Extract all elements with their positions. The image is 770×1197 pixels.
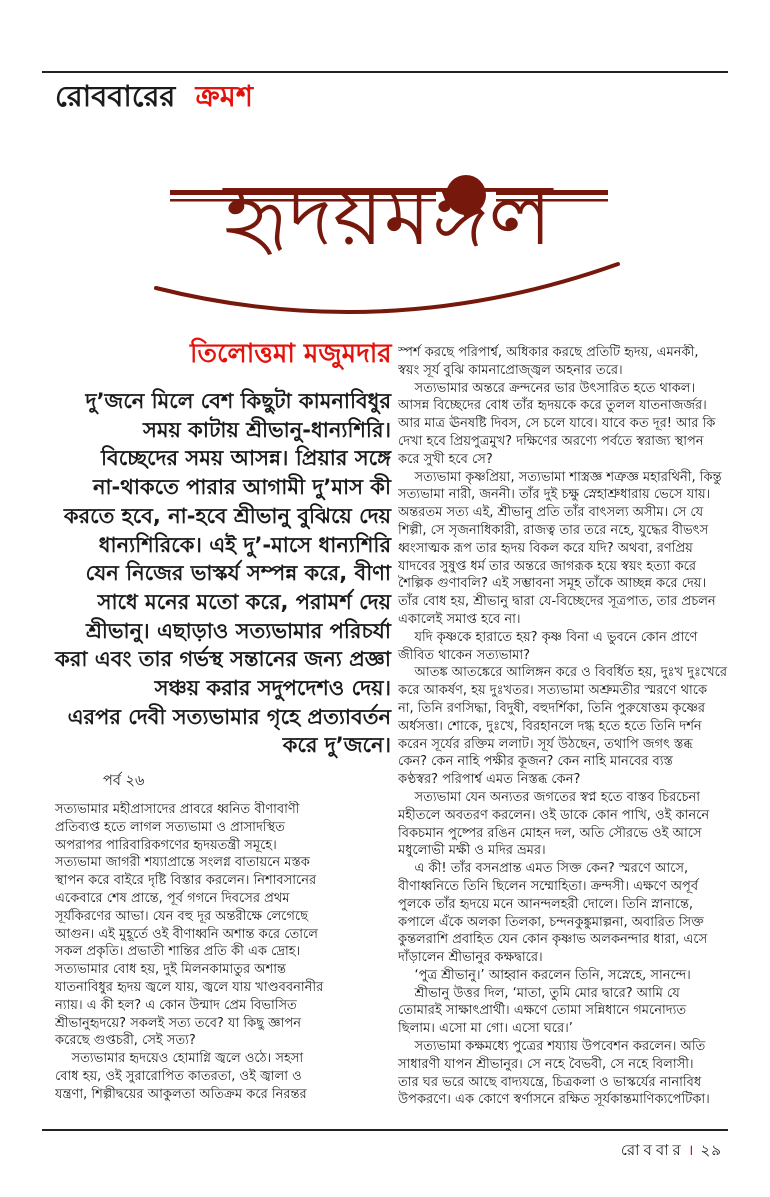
text-line: সত্যভামা নারী, জননী। তাঁর দুই চক্ষু স্নেহাশ্রুধারায় ভেসে যায়।: [398, 487, 711, 503]
page-number: ২৯: [700, 1141, 722, 1159]
text-line: আসন্ন বিচ্ছেদের বোধ তাঁর হৃদয়কে করে তুলল যাতনাজর্জর।: [398, 398, 707, 414]
text-line: শ্রীভানুহৃদয়ে? সকলই সত্য তবে? যা কিছু জ্ঞাপন: [55, 1015, 301, 1031]
text-line: যাদবের সুষুপ্ত ধর্ম তার অন্তরে জাগরূক হয়ে স্বয়ং হত্যা করে: [398, 558, 697, 574]
text-line: স্থাপন করে বাইরে দৃষ্টি বিস্তার করলেন। নিশাবসানের: [55, 873, 317, 889]
text-line: সত্যভামা কৃষ্ণপ্রিয়া, সত্যভামা শাস্ত্রজ্ঞ শত্রুজ্ঞ মহারথিনী, কিন্তু: [398, 469, 722, 485]
text-line: না, তিনি রণসিদ্ধা, বিদুষী, বহুদর্শিকা, তিনি পুরুষোত্তম কৃষ্ণের: [398, 700, 706, 716]
text-line: এ কী! তাঁর বসনপ্রান্ত এমত সিক্ত কেন? স্মরণে আসে,: [398, 861, 689, 877]
text-line: বিচ্ছেদের সময় আসন্ন। প্রিয়ার সঙ্গে: [101, 446, 391, 471]
masthead: [148, 146, 628, 351]
text-line: শ্রীভানু। এছাড়াও সত্যভামার পরিচর্যা: [86, 618, 391, 643]
text-line: করেন সূর্যের রক্তিম ললাট। সূর্য উঠছেন, তথাপি জগৎ স্তব্ধ: [398, 736, 693, 752]
text-line: জীবিত থাকেন সত্যভামা?: [398, 647, 531, 663]
text-line: করতে হবে, না-হবে শ্রীভানু বুঝিয়ে দেয়: [63, 503, 391, 528]
text-line: সাধারণী যাপন শ্রীভানুর। সে নহে বৈভবী, সে নহে বিলাসী।: [398, 1056, 694, 1072]
text-line: সময় কাটায় শ্রীভানু-ধান্যশিরি।: [142, 417, 391, 442]
text-line: এরপর দেবী সত্যভামার গৃহে প্রত্যাবর্তন: [67, 704, 391, 729]
text-line: ন্যায়। এ কী হল? এ কোন উন্মাদ প্রেম বিভাসিত: [55, 997, 297, 1013]
text-line: যেন নিজের ভাস্কর্য সম্পন্ন করে, বীণা: [85, 561, 391, 586]
text-line: সত্যভামার অন্তরে ক্রন্দনের ভার উৎসারিত হতে থাকল।: [398, 380, 696, 396]
text-line: সত্যভামার হৃদয়েও হোমাগ্নি জ্বলে ওঠে। সহসা: [55, 1051, 304, 1067]
text-line: ছিলাম। এসো মা গো। এসো ঘরে।’: [398, 1021, 573, 1037]
magazine-name: রোববার: [620, 1141, 685, 1159]
text-line: যাতনাবিধুর হৃদয় জ্বলে যায়, জ্বলে যায় খাণ্ডববনানীর: [55, 979, 324, 995]
text-line: শিল্পী, সে সৃজনাধিকারী, রাজত্ব তার তরে নহে, যুদ্ধের বীভৎস: [398, 522, 709, 538]
text-line: করে দু’জনে।: [282, 733, 391, 758]
top-rule: [42, 71, 728, 73]
text-line: তার ঘর ভরে আছে বাদ্যযন্ত্রে, চিত্রকলা ও ভাস্কর্যের নানাবিধ: [398, 1074, 702, 1090]
text-line: স্পর্শ করছে পরিপার্শ্ব, অধিকার করছে প্রতিটি হৃদয়, এমনকী,: [398, 345, 699, 360]
section-header: [55, 78, 253, 114]
text-line: বীণাধ্বনিতে তিনি ছিলেন সম্মোহিতা। ক্রন্দসী। এক্ষণে অপূর্ব: [398, 878, 699, 894]
text-line: আতঙ্ক আতঙ্কেরে আলিঙ্গন করে ও বিবর্ধিত হয়, দুঃখ দুঃখেরে: [398, 665, 728, 681]
text-line: ধ্বংসাত্মক রূপ তার হৃদয় বিকল করে যদি? অথবা, রণপ্রিয়: [398, 540, 693, 556]
text-line: সূর্যকিরণের আভা। যেন বহু দূর অন্তরীক্ষে লেগেছে: [55, 908, 309, 924]
right-column: [398, 344, 730, 1114]
text-line: পুলকে তাঁর হৃদয়ে মনে আনন্দলহরী দোলে। তিনি স্নানান্তে,: [398, 896, 694, 912]
text-line: করে সুখী হবে সে?: [398, 451, 493, 467]
text-line: যন্ত্রণা, শিল্পীদ্বয়ের আকুলতা অতিক্রম করে নিরন্তর: [55, 1086, 307, 1102]
text-line: সত্যভামার বোধ হয়, দুই মিলনকামাতুর অশান্ত: [55, 962, 286, 978]
text-line: না-থাকতে পারার আগামী দু’মাস কী: [92, 475, 391, 500]
text-line: দাঁড়ালেন শ্রীভানুর কক্ষদ্বারে।: [398, 950, 543, 966]
lede-paragraph: [45, 387, 391, 760]
text-line: আর মাত্র ঊনষষ্টি দিবস, সে চলে যাবে। যাবে কত দূর! আর কি: [398, 416, 716, 432]
continuation-label: ক্রমশ: [195, 79, 253, 113]
text-line: বোধ হয়, ওই সুরারোপিত কাতরতা, ওই জ্বালা ও: [55, 1068, 302, 1084]
text-line: অপরাপর পারিবারিকগণের হৃদয়তন্ত্রী সমূহে।: [55, 837, 277, 853]
text-line: অর্ধসত্তা। শোকে, দুঃখে, বিরহানলে দগ্ধ হতে হতে তিনি দর্শন: [398, 718, 702, 734]
text-line: দেখা হবে প্রিয়পুত্রমুখ? দক্ষিণের অরণ্যে পর্বতে স্বরাজ্য স্থাপন: [398, 433, 704, 449]
ornament-swash: [156, 264, 618, 312]
text-line: একেবারে শেষ প্রান্তে, পূর্ব গগনে দিবসের প্রথম: [55, 890, 290, 906]
text-line: সত্যভামা জাগরী শয্যাপ্রান্তে সংলগ্ন বাতায়নে মস্তক: [55, 855, 310, 871]
text-line: সঞ্চয় করার সদুপদেশও দেয়।: [154, 676, 391, 701]
footer-rule: [42, 1129, 728, 1131]
section-title: রোববারের: [55, 79, 176, 113]
text-line: কপালে এঁকে অলকা তিলকা, চন্দনকুঙ্কুমাল্পনা, অবারিত সিক্ত: [398, 914, 704, 930]
text-line: সত্যভামার মহীপ্রাসাদের প্রাবরে ধ্বনিত বীণাবাণী: [55, 802, 300, 817]
text-line: কণ্ঠস্বর? পরিপার্শ্ব এমত নিস্তব্ধ কেন?: [398, 772, 581, 788]
text-line: সাধে মনের মতো করে, পরামর্শ দেয়: [97, 589, 391, 614]
text-line: ধান্যশিরিকে। এই দু’-মাসে ধান্যশিরি: [98, 532, 391, 557]
text-line: অন্তরতম সত্য এই, শ্রীভানু প্রতি তাঁর বাৎসল্য অসীম। সে যে: [398, 505, 704, 521]
text-line: দু’জনে মিলে বেশ কিছুটা কামনাবিধুর: [85, 389, 391, 413]
footer-separator: ।: [687, 1141, 694, 1159]
text-line: একালেই সমাপ্ত হবে না।: [398, 611, 521, 627]
text-line: সত্যভামা কক্ষমধ্যে পুত্রের শয্যায় উপবেশন করলেন। অতি: [398, 1039, 706, 1055]
text-line: করে আকর্ষণ, হয় দুঃখতর। সত্যভামা অশ্রুমতীর স্মরণে থাকে: [398, 683, 708, 699]
text-line: সকল প্রকৃতি। প্রভাতী শান্তির প্রতি কী এক দ্রোহ।: [55, 944, 301, 960]
text-line: সত্যভামা যেন অন্যতর জগতের স্বপ্ন হতে বাস্তব চিরচেনা: [398, 789, 701, 805]
left-column: [55, 801, 395, 1107]
footer: [621, 1140, 722, 1160]
text-line: বিকচমান পুষ্পের রঙিন মোহন দল, অতি সৌরভে ওই আসে: [398, 825, 702, 841]
text-line: করা এবং তার গর্ভস্থ সন্তানের জন্য প্রজ্ঞা: [55, 647, 391, 672]
text-line: স্বয়ং সূর্য বুঝি কামনাপ্রোজ্জ্বল অহনার তরে।: [398, 362, 623, 378]
text-line: শ্রীভানু উত্তর দিল, ‘মাতা, তুমি মোর দ্বারে? আমি যে: [398, 985, 680, 1001]
text-line: প্রতিব্যপ্ত হতে লাগল সত্যভামা ও প্রাসাদস্থিত: [55, 819, 285, 835]
text-line: কেন? কেন নাহি পক্ষীর কূজন? কেন নাহি মানবের ব্যস্ত: [398, 754, 673, 770]
part-label: পর্ব ২৬: [103, 773, 145, 789]
text-line: করেছে গুপ্তচরী, সেই সত্য?: [55, 1033, 196, 1049]
byline: তিলোত্তমা মজুমদার: [190, 339, 392, 369]
masthead-title: হৃদয়মঙ্গল: [223, 165, 553, 265]
text-line: তোমারই সাক্ষাৎপ্রার্থী। এক্ষণে তোমা সন্নিধানে গমনোদ্যত: [398, 1003, 687, 1019]
text-line: কুন্তলরাশি প্রবাহিত যেন কোন কৃষ্ণাভ অলকনন্দার ধারা, এসে: [398, 932, 708, 948]
text-line: উপকরণে। এক কোণে স্বর্ণাসনে রক্ষিত সূর্যকান্তমাণিক্যপেটিকা।: [398, 1092, 710, 1108]
text-line: মধুলোভী মক্ষী ও মদির ভ্রমর।: [398, 843, 546, 859]
text-line: যদি কৃষ্ণকে হারাতে হয়? কৃষ্ণ বিনা এ ভুবনে কোন প্রাণে: [398, 629, 698, 645]
text-line: আগুন। এই মুহূর্তে ওই বীণাধ্বনি অশান্ত করে তোলে: [55, 926, 318, 942]
text-line: শৈল্পিক গুণাবলি? এই সম্ভাবনা সমূহ তাঁকে আচ্ছন্ন করে দেয়।: [398, 576, 707, 592]
text-line: ‘পুত্র শ্রীভানু।’ আহ্বান করলেন তিনি, সস্নেহে, সানন্দে।: [398, 967, 691, 983]
text-line: মহীতলে অবতরণ করলেন। ওই ডাকে কোন পাখি, ওই কাননে: [398, 807, 710, 823]
text-line: তাঁর বোধ হয়, শ্রীভানু দ্বারা যে-বিচ্ছেদের সূত্রপাত, তার প্রচলন: [398, 594, 716, 610]
